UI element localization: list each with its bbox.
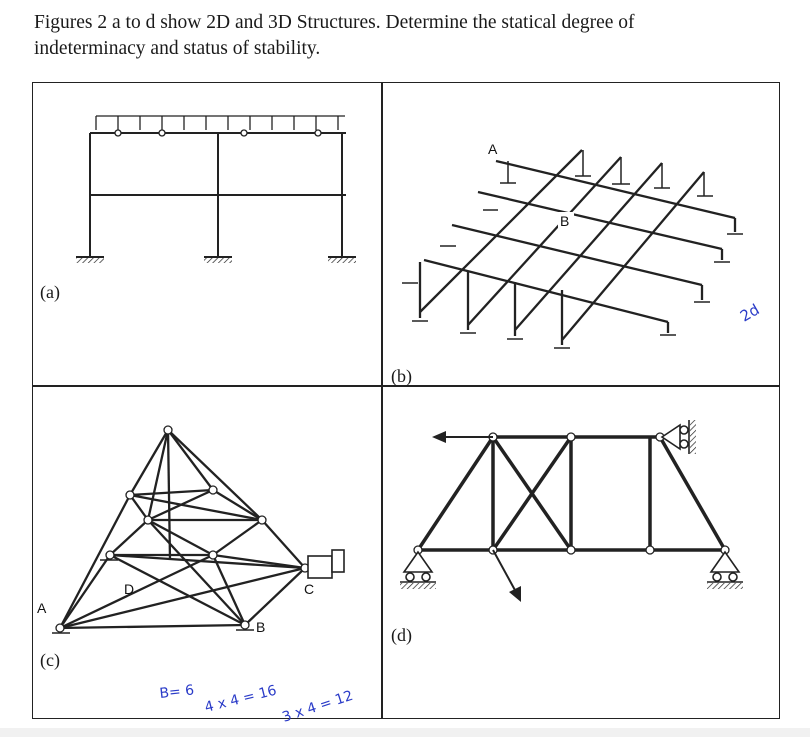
figure-b-point-b: B (560, 213, 570, 229)
figure-b-point-a: A (488, 141, 498, 157)
figure-b-grid (402, 150, 743, 348)
figure-c-point-a: A (37, 600, 47, 616)
figure-c-point-c: C (304, 581, 315, 597)
hand-note-b6: B= 6 (158, 682, 195, 702)
question-line-1: Figures 2 a to d show 2D and 3D Structures. Determine the statical degree of (34, 12, 635, 33)
figure-c-label: (c) (40, 650, 60, 670)
distributed-load (96, 116, 345, 130)
figure-d-label: (d) (391, 625, 412, 645)
question-line-2: indeterminacy and status of stability. (34, 38, 321, 59)
figure-d-support-left (400, 552, 436, 589)
figure-d-load-left-arrow (432, 431, 493, 443)
hand-margin-note: 2d (737, 300, 763, 326)
hand-note-12: 3 x 4 = 12 (280, 687, 356, 726)
figure-c-point-b: B (256, 619, 266, 635)
figure-d-load-inclined-arrow (493, 550, 521, 602)
figure-d-truss (418, 437, 725, 550)
figure-c-truss (60, 430, 305, 628)
hand-note-16: 4 x 4 = 16 (203, 682, 279, 716)
figure-d-support-right (707, 552, 743, 589)
figure-c-support-c (308, 550, 344, 578)
bottom-band (0, 728, 810, 737)
figure-c-point-d: D (124, 581, 135, 597)
figure-b-label: (b) (391, 366, 412, 386)
figure-a-frame (76, 116, 356, 263)
figure-a-label: (a) (40, 282, 60, 302)
